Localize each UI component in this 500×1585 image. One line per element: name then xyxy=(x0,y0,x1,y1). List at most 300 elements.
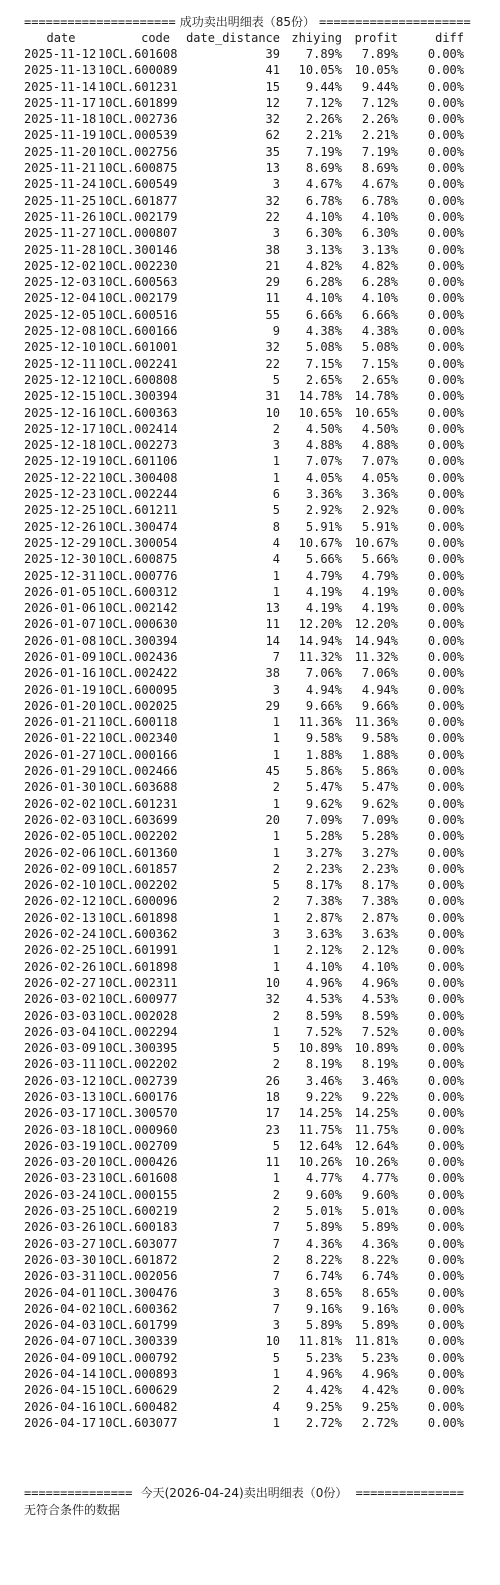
table-row xyxy=(24,845,464,861)
cell-zhiying: 2.72% xyxy=(305,1415,342,1430)
cell-profit: 3.46% xyxy=(361,1073,398,1088)
cell-diff: 0.00% xyxy=(427,1367,464,1382)
cell-date-distance: 15 xyxy=(265,79,280,94)
cell-zhiying: 9.60% xyxy=(305,1187,342,1202)
cell-profit: 4.53% xyxy=(361,992,398,1007)
cell-date: 2026-01-07 xyxy=(24,617,97,632)
cell-profit: 2.12% xyxy=(361,943,398,958)
cell-date-distance: 1 xyxy=(272,747,280,762)
cell-date-distance: 1 xyxy=(272,796,280,811)
cell-diff: 0.00% xyxy=(427,405,464,420)
cell-date: 2026-04-09 xyxy=(24,1350,97,1365)
cell-date-distance: 1 xyxy=(272,1415,280,1430)
table-row xyxy=(24,144,464,160)
cell-date: 2026-03-03 xyxy=(24,1008,97,1023)
cell-date-distance: 2 xyxy=(272,421,280,436)
cell-date: 2026-04-03 xyxy=(24,1318,97,1333)
table-row xyxy=(24,258,464,274)
cell-diff: 0.00% xyxy=(427,193,464,208)
cell-date-distance: 7 xyxy=(272,649,280,664)
cell-date-distance: 55 xyxy=(265,307,280,322)
cell-diff: 0.00% xyxy=(427,1383,464,1398)
cell-profit: 11.75% xyxy=(354,1122,398,1137)
cell-profit: 7.12% xyxy=(361,95,398,110)
cell-zhiying: 4.19% xyxy=(305,601,342,616)
cell-date: 2025-12-18 xyxy=(24,438,97,453)
cell-zhiying: 7.07% xyxy=(305,454,342,469)
cell-date: 2026-02-09 xyxy=(24,861,97,876)
cell-profit: 4.50% xyxy=(361,421,398,436)
cell-diff: 0.00% xyxy=(427,780,464,795)
cell-code: 10CL.600516 xyxy=(98,307,178,322)
cell-code: 10CL.601899 xyxy=(98,95,178,110)
cell-date-distance: 6 xyxy=(272,487,280,502)
cell-zhiying: 9.22% xyxy=(305,1090,342,1104)
cell-date-distance: 62 xyxy=(265,128,280,143)
cell-profit: 4.42% xyxy=(361,1383,398,1398)
cell-profit: 5.91% xyxy=(361,519,398,534)
cell-code: 10CL.002142 xyxy=(98,601,178,616)
cell-code: 10CL.000155 xyxy=(98,1187,178,1202)
cell-code: 10CL.601877 xyxy=(98,193,178,208)
cell-date-distance: 3 xyxy=(272,1285,280,1300)
cell-diff: 0.00% xyxy=(427,796,464,811)
cell-code: 10CL.600312 xyxy=(98,584,178,599)
cell-diff: 0.00% xyxy=(427,1122,464,1137)
section-title-success: 成功卖出明细表（85份） xyxy=(179,15,315,29)
cell-date: 2026-01-06 xyxy=(24,601,97,616)
cell-profit: 4.67% xyxy=(361,177,398,192)
cell-diff: 0.00% xyxy=(427,601,464,616)
cell-profit: 4.79% xyxy=(361,568,398,583)
cell-date-distance: 1 xyxy=(272,568,280,583)
table-row xyxy=(24,46,464,62)
cell-code: 10CL.002179 xyxy=(98,291,178,306)
table-row xyxy=(24,470,464,486)
cell-code: 10CL.000426 xyxy=(98,1155,178,1170)
col-header-date-distance: date_distance xyxy=(186,31,280,45)
cell-code: 10CL.000630 xyxy=(98,617,178,632)
table-row xyxy=(24,62,464,78)
cell-date-distance: 29 xyxy=(265,275,280,290)
cell-date-distance: 5 xyxy=(272,503,280,518)
cell-date-distance: 1 xyxy=(272,829,280,844)
cell-profit: 10.05% xyxy=(354,63,398,78)
table-row xyxy=(24,95,464,111)
cell-profit: 7.09% xyxy=(361,812,398,827)
cell-profit: 12.64% xyxy=(354,1138,398,1153)
cell-profit: 8.59% xyxy=(361,1008,398,1023)
cell-code: 10CL.300394 xyxy=(98,633,178,648)
cell-date: 2026-02-12 xyxy=(24,894,97,909)
cell-date-distance: 9 xyxy=(272,324,280,339)
cell-code: 10CL.600362 xyxy=(98,927,178,942)
cell-date: 2026-01-19 xyxy=(24,682,97,697)
cell-code: 10CL.600875 xyxy=(98,161,178,176)
cell-code: 10CL.002340 xyxy=(98,731,178,746)
cell-profit: 14.94% xyxy=(354,633,398,648)
table-row xyxy=(24,437,464,453)
cell-zhiying: 10.67% xyxy=(298,535,342,550)
cell-profit: 2.92% xyxy=(361,503,398,518)
table-row xyxy=(24,176,464,192)
cell-date-distance: 1 xyxy=(272,584,280,599)
cell-profit: 6.74% xyxy=(361,1269,398,1284)
cell-diff: 0.00% xyxy=(427,503,464,518)
cell-date: 2026-02-24 xyxy=(24,927,97,942)
cell-profit: 7.52% xyxy=(361,1024,398,1039)
cell-diff: 0.00% xyxy=(427,487,464,502)
cell-date: 2025-12-10 xyxy=(24,340,97,355)
table-row xyxy=(24,926,464,942)
cell-date-distance: 3 xyxy=(272,438,280,453)
cell-date: 2025-12-12 xyxy=(24,372,97,387)
cell-profit: 4.38% xyxy=(361,324,398,339)
cell-code: 10CL.601231 xyxy=(98,796,178,811)
cell-zhiying: 4.79% xyxy=(305,568,342,583)
section-banner-today xyxy=(24,1485,464,1501)
cell-zhiying: 3.36% xyxy=(305,487,342,502)
cell-date: 2026-02-13 xyxy=(24,910,97,925)
cell-diff: 0.00% xyxy=(427,975,464,990)
cell-code: 10CL.603077 xyxy=(98,1415,178,1430)
cell-diff: 0.00% xyxy=(427,1187,464,1202)
cell-date: 2025-11-26 xyxy=(24,209,97,224)
table-row xyxy=(24,942,464,958)
cell-date: 2025-12-31 xyxy=(24,568,97,583)
cell-date: 2026-03-13 xyxy=(24,1090,97,1104)
cell-diff: 0.00% xyxy=(427,894,464,909)
cell-code: 10CL.601360 xyxy=(98,845,178,860)
table-row xyxy=(24,910,464,926)
table-row xyxy=(24,1268,464,1284)
cell-code: 10CL.601608 xyxy=(98,47,178,61)
table-row xyxy=(24,779,464,795)
cell-diff: 0.00% xyxy=(427,649,464,664)
cell-diff: 0.00% xyxy=(427,340,464,355)
table-row xyxy=(24,1252,464,1268)
cell-code: 10CL.002179 xyxy=(98,209,178,224)
cell-date: 2026-04-17 xyxy=(24,1415,97,1430)
cell-date: 2026-03-25 xyxy=(24,1204,97,1219)
cell-code: 10CL.000792 xyxy=(98,1350,178,1365)
cell-date: 2025-11-14 xyxy=(24,79,97,94)
cell-code: 10CL.601106 xyxy=(98,454,178,469)
cell-date: 2026-01-16 xyxy=(24,666,97,681)
cell-diff: 0.00% xyxy=(427,633,464,648)
cell-date: 2025-12-08 xyxy=(24,324,97,339)
cell-code: 10CL.600095 xyxy=(98,682,178,697)
cell-date-distance: 3 xyxy=(272,177,280,192)
cell-profit: 10.26% xyxy=(354,1155,398,1170)
cell-profit: 11.32% xyxy=(354,649,398,664)
cell-date-distance: 2 xyxy=(272,1008,280,1023)
table-row xyxy=(24,405,464,421)
cell-date-distance: 1 xyxy=(272,1024,280,1039)
cell-diff: 0.00% xyxy=(427,226,464,241)
cell-diff: 0.00% xyxy=(427,829,464,844)
cell-code: 10CL.600176 xyxy=(98,1090,178,1104)
cell-code: 10CL.600183 xyxy=(98,1220,178,1235)
cell-diff: 0.00% xyxy=(427,324,464,339)
cell-zhiying: 5.91% xyxy=(305,519,342,534)
table-row xyxy=(24,1056,464,1072)
cell-code: 10CL.600563 xyxy=(98,275,178,290)
cell-profit: 10.89% xyxy=(354,1041,398,1056)
table-row xyxy=(24,1236,464,1252)
cell-code: 10CL.000807 xyxy=(98,226,178,241)
table-row xyxy=(24,991,464,1007)
cell-diff: 0.00% xyxy=(427,1057,464,1072)
section-title-today: 今天(2026-04-24)卖出明细表（0份） xyxy=(140,1486,348,1501)
cell-date-distance: 1 xyxy=(272,1171,280,1186)
cell-zhiying: 4.88% xyxy=(305,438,342,453)
cell-diff: 0.00% xyxy=(427,568,464,583)
cell-date-distance: 3 xyxy=(272,226,280,241)
cell-zhiying: 8.17% xyxy=(305,878,342,893)
cell-diff: 0.00% xyxy=(427,421,464,436)
cell-profit: 4.94% xyxy=(361,682,398,697)
cell-profit: 6.78% xyxy=(361,193,398,208)
table-row xyxy=(24,1203,464,1219)
cell-profit: 4.36% xyxy=(361,1236,398,1251)
table-row xyxy=(24,1382,464,1398)
cell-profit: 5.08% xyxy=(361,340,398,355)
table-row xyxy=(24,1040,464,1056)
table-row xyxy=(24,1366,464,1382)
table-row xyxy=(24,796,464,812)
cell-date-distance: 14 xyxy=(265,633,280,648)
cell-diff: 0.00% xyxy=(427,1252,464,1267)
cell-date-distance: 7 xyxy=(272,1269,280,1284)
cell-diff: 0.00% xyxy=(427,1204,464,1219)
col-header-code: code xyxy=(141,31,170,45)
banner-rule-left: ===================== xyxy=(24,15,176,29)
cell-code: 10CL.603688 xyxy=(98,780,178,795)
cell-date: 2026-03-24 xyxy=(24,1187,97,1202)
cell-date-distance: 38 xyxy=(265,242,280,257)
cell-profit: 7.89% xyxy=(361,47,398,61)
empty-message: 无符合条件的数据 xyxy=(24,1503,121,1518)
cell-diff: 0.00% xyxy=(427,1024,464,1039)
cell-date: 2026-02-02 xyxy=(24,796,97,811)
cell-date: 2025-12-23 xyxy=(24,487,97,502)
cell-diff: 0.00% xyxy=(427,307,464,322)
cell-date-distance: 2 xyxy=(272,1204,280,1219)
cell-profit: 4.88% xyxy=(361,438,398,453)
cell-date-distance: 26 xyxy=(265,1073,280,1088)
section-banner-success xyxy=(24,14,471,30)
table-row xyxy=(24,160,464,176)
cell-diff: 0.00% xyxy=(427,177,464,192)
cell-code: 10CL.600362 xyxy=(98,1301,178,1316)
cell-code: 10CL.002025 xyxy=(98,698,178,713)
cell-code: 10CL.600096 xyxy=(98,894,178,909)
table-row xyxy=(24,79,464,95)
cell-date: 2025-12-04 xyxy=(24,291,97,306)
cell-profit: 7.07% xyxy=(361,454,398,469)
cell-diff: 0.00% xyxy=(427,1350,464,1365)
cell-zhiying: 6.30% xyxy=(305,226,342,241)
cell-date: 2026-04-07 xyxy=(24,1334,97,1349)
cell-code: 10CL.002311 xyxy=(98,975,178,990)
cell-code: 10CL.002436 xyxy=(98,649,178,664)
cell-diff: 0.00% xyxy=(427,1415,464,1430)
cell-profit: 9.62% xyxy=(361,796,398,811)
cell-zhiying: 1.88% xyxy=(305,747,342,762)
cell-profit: 5.28% xyxy=(361,829,398,844)
cell-date-distance: 11 xyxy=(265,617,280,632)
cell-date: 2026-03-31 xyxy=(24,1269,97,1284)
cell-zhiying: 8.19% xyxy=(305,1057,342,1072)
cell-date: 2026-02-10 xyxy=(24,878,97,893)
cell-zhiying: 4.42% xyxy=(305,1383,342,1398)
cell-diff: 0.00% xyxy=(427,95,464,110)
cell-zhiying: 4.10% xyxy=(305,959,342,974)
cell-zhiying: 4.38% xyxy=(305,324,342,339)
cell-code: 10CL.300408 xyxy=(98,470,178,485)
cell-date: 2026-02-27 xyxy=(24,975,97,990)
cell-zhiying: 2.92% xyxy=(305,503,342,518)
table-row xyxy=(24,1138,464,1154)
cell-profit: 4.19% xyxy=(361,584,398,599)
cell-date: 2026-04-02 xyxy=(24,1301,97,1316)
cell-code: 10CL.002736 xyxy=(98,112,178,127)
cell-zhiying: 4.82% xyxy=(305,258,342,273)
cell-date: 2026-03-11 xyxy=(24,1057,97,1072)
cell-date-distance: 39 xyxy=(265,47,280,61)
cell-diff: 0.00% xyxy=(427,1041,464,1056)
cell-date: 2025-12-02 xyxy=(24,258,97,273)
cell-date-distance: 32 xyxy=(265,992,280,1007)
cell-profit: 3.13% xyxy=(361,242,398,257)
table-body xyxy=(24,46,464,1431)
cell-zhiying: 10.26% xyxy=(298,1155,342,1170)
cell-profit: 5.47% xyxy=(361,780,398,795)
cell-code: 10CL.300474 xyxy=(98,519,178,534)
cell-zhiying: 3.13% xyxy=(305,242,342,257)
cell-date-distance: 1 xyxy=(272,943,280,958)
table-row xyxy=(24,747,464,763)
table-row xyxy=(24,1415,464,1431)
cell-zhiying: 2.26% xyxy=(305,112,342,127)
cell-diff: 0.00% xyxy=(427,356,464,371)
table-row xyxy=(24,1122,464,1138)
table-row xyxy=(24,1187,464,1203)
cell-date-distance: 5 xyxy=(272,878,280,893)
cell-profit: 4.10% xyxy=(361,959,398,974)
cell-diff: 0.00% xyxy=(427,1318,464,1333)
cell-zhiying: 9.66% xyxy=(305,698,342,713)
table-row xyxy=(24,714,464,730)
cell-code: 10CL.300394 xyxy=(98,389,178,404)
cell-code: 10CL.002709 xyxy=(98,1138,178,1153)
cell-profit: 10.67% xyxy=(354,535,398,550)
cell-date-distance: 4 xyxy=(272,552,280,567)
cell-date: 2026-01-29 xyxy=(24,764,97,779)
cell-profit: 5.89% xyxy=(361,1220,398,1235)
cell-zhiying: 4.67% xyxy=(305,177,342,192)
cell-code: 10CL.601608 xyxy=(98,1171,178,1186)
col-header-date: date xyxy=(46,31,76,45)
cell-date: 2026-04-15 xyxy=(24,1383,97,1398)
cell-date: 2026-03-26 xyxy=(24,1220,97,1235)
cell-date-distance: 7 xyxy=(272,1236,280,1251)
cell-zhiying: 5.86% xyxy=(305,764,342,779)
cell-profit: 3.36% xyxy=(361,487,398,502)
cell-zhiying: 8.22% xyxy=(305,1252,342,1267)
cell-profit: 3.27% xyxy=(361,845,398,860)
cell-profit: 14.25% xyxy=(354,1106,398,1121)
cell-date-distance: 31 xyxy=(265,389,280,404)
cell-profit: 8.69% xyxy=(361,161,398,176)
cell-date-distance: 10 xyxy=(265,1334,280,1349)
cell-diff: 0.00% xyxy=(427,992,464,1007)
banner-rule-left: =============== xyxy=(24,1486,133,1501)
cell-date-distance: 17 xyxy=(265,1106,280,1121)
cell-date: 2025-11-24 xyxy=(24,177,97,192)
cell-zhiying: 5.89% xyxy=(305,1318,342,1333)
cell-code: 10CL.002414 xyxy=(98,421,178,436)
cell-date: 2025-12-03 xyxy=(24,275,97,290)
cell-diff: 0.00% xyxy=(427,845,464,860)
cell-diff: 0.00% xyxy=(427,128,464,143)
cell-zhiying: 11.32% xyxy=(298,649,342,664)
cell-zhiying: 9.44% xyxy=(305,79,342,94)
cell-date: 2025-11-21 xyxy=(24,161,97,176)
cell-diff: 0.00% xyxy=(427,1285,464,1300)
cell-date: 2025-12-17 xyxy=(24,421,97,436)
cell-diff: 0.00% xyxy=(427,258,464,273)
cell-profit: 5.23% xyxy=(361,1350,398,1365)
cell-zhiying: 8.69% xyxy=(305,161,342,176)
table-row xyxy=(24,535,464,551)
table-row xyxy=(24,551,464,567)
cell-code: 10CL.600219 xyxy=(98,1204,178,1219)
table-row xyxy=(24,730,464,746)
cell-diff: 0.00% xyxy=(427,372,464,387)
banner-rule-right: ===================== xyxy=(319,15,471,29)
col-header-diff: diff xyxy=(435,31,464,45)
table-row xyxy=(24,242,464,258)
cell-code: 10CL.002202 xyxy=(98,878,178,893)
cell-profit: 1.88% xyxy=(361,747,398,762)
cell-code: 10CL.601001 xyxy=(98,340,178,355)
cell-date: 2025-12-25 xyxy=(24,503,97,518)
table-row xyxy=(24,812,464,828)
cell-date: 2026-03-09 xyxy=(24,1041,97,1056)
cell-zhiying: 6.28% xyxy=(305,275,342,290)
cell-zhiying: 14.94% xyxy=(298,633,342,648)
table-row xyxy=(24,763,464,779)
table-row xyxy=(24,307,464,323)
cell-date-distance: 12 xyxy=(265,95,280,110)
cell-code: 10CL.002244 xyxy=(98,487,178,502)
cell-date: 2026-01-30 xyxy=(24,780,97,795)
cell-zhiying: 3.63% xyxy=(305,927,342,942)
cell-zhiying: 2.12% xyxy=(305,943,342,958)
cell-diff: 0.00% xyxy=(427,1399,464,1414)
banner-rule-right: =============== xyxy=(355,1486,464,1501)
cell-date-distance: 13 xyxy=(265,601,280,616)
cell-code: 10CL.601898 xyxy=(98,959,178,974)
cell-date: 2025-12-19 xyxy=(24,454,97,469)
cell-date: 2026-02-05 xyxy=(24,829,97,844)
cell-zhiying: 10.05% xyxy=(298,63,342,78)
cell-diff: 0.00% xyxy=(427,552,464,567)
cell-zhiying: 4.36% xyxy=(305,1236,342,1251)
cell-code: 10CL.300570 xyxy=(98,1106,178,1121)
